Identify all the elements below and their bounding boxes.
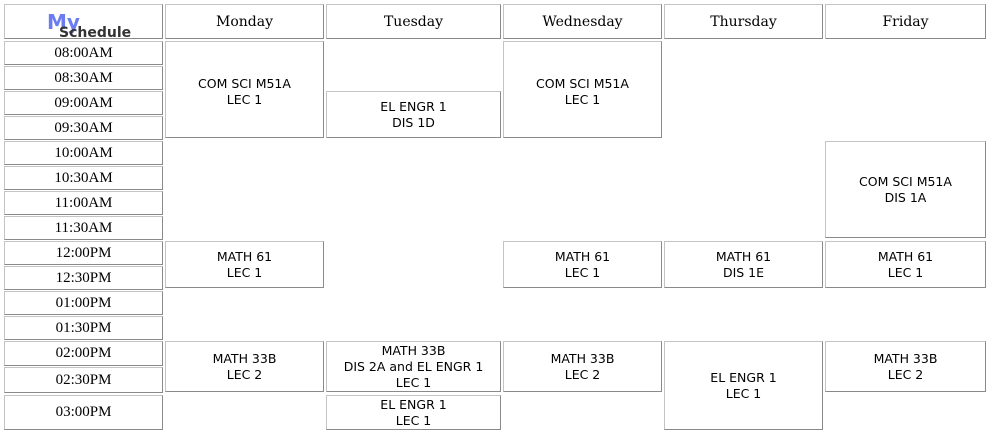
- event-title: MATH 33B: [212, 350, 277, 366]
- event-section: DIS 1A: [884, 189, 927, 205]
- event-section: DIS 1E: [722, 264, 765, 280]
- time-slot: 08:00AM: [4, 41, 163, 65]
- event-block[interactable]: [503, 341, 662, 392]
- event-title: EL ENGR 1: [380, 98, 447, 114]
- time-slot: 11:00AM: [4, 191, 163, 215]
- day-header-tuesday: Tuesday: [326, 4, 501, 39]
- event-section: LEC 1: [395, 374, 432, 390]
- event-title: COM SCI M51A: [536, 76, 629, 91]
- event-block[interactable]: [825, 341, 986, 392]
- event-block[interactable]: [326, 395, 501, 430]
- event-block[interactable]: [664, 241, 823, 288]
- event-section: LEC 1: [226, 264, 263, 280]
- time-slot: 03:00PM: [4, 395, 163, 430]
- event-block[interactable]: [326, 91, 501, 138]
- time-slot: 01:00PM: [4, 291, 163, 315]
- time-slot: 10:00AM: [4, 141, 163, 165]
- time-slot: 12:00PM: [4, 241, 163, 265]
- event-section: LEC 1: [395, 412, 432, 428]
- event-block[interactable]: [165, 241, 324, 288]
- time-slot: 08:30AM: [4, 66, 163, 90]
- logo-schedule: Schedule: [59, 25, 132, 41]
- event-section: DIS 2A and EL ENGR 1: [343, 358, 484, 374]
- event-section: LEC 1: [564, 92, 601, 107]
- event-title: MATH 61: [554, 248, 611, 264]
- event-block[interactable]: [165, 341, 324, 392]
- time-slot: 12:30PM: [4, 266, 163, 290]
- event-block[interactable]: [825, 241, 986, 288]
- event-block[interactable]: [503, 241, 662, 288]
- event-section: LEC 2: [226, 366, 263, 382]
- day-header-thursday: Thursday: [664, 4, 823, 39]
- event-title: COM SCI M51A: [859, 173, 952, 189]
- event-block[interactable]: [825, 141, 986, 238]
- time-slot: 02:30PM: [4, 367, 163, 393]
- logo-cell: [4, 4, 163, 39]
- event-block[interactable]: [326, 341, 501, 392]
- event-section: LEC 1: [725, 385, 762, 401]
- event-block[interactable]: [664, 341, 823, 430]
- event-section: LEC 2: [564, 367, 601, 382]
- event-section: LEC 1: [226, 92, 263, 107]
- event-title: MATH 33B: [873, 351, 938, 366]
- time-slot: 09:00AM: [4, 91, 163, 115]
- day-header-monday: Monday: [165, 4, 324, 39]
- event-section: LEC 2: [887, 367, 924, 382]
- event-title: MATH 61: [216, 248, 273, 264]
- event-title: MATH 33B: [550, 351, 615, 366]
- event-title: EL ENGR 1: [710, 369, 777, 385]
- event-title: MATH 61: [715, 248, 772, 264]
- event-section: DIS 1D: [392, 114, 435, 130]
- event-block[interactable]: [165, 41, 324, 138]
- time-slot: 10:30AM: [4, 166, 163, 190]
- event-title: MATH 61: [877, 248, 934, 264]
- logo-my: My: [47, 10, 80, 34]
- event-block[interactable]: [503, 41, 662, 138]
- event-title: MATH 33B: [381, 342, 446, 358]
- event-title: EL ENGR 1: [380, 396, 447, 412]
- time-slot: 02:00PM: [4, 341, 163, 366]
- event-section: LEC 1: [564, 264, 601, 280]
- day-header-friday: Friday: [825, 4, 986, 39]
- time-slot: 09:30AM: [4, 116, 163, 140]
- day-header-wednesday: Wednesday: [503, 4, 662, 39]
- event-title: COM SCI M51A: [198, 76, 291, 91]
- time-slot: 11:30AM: [4, 216, 163, 240]
- event-section: LEC 1: [887, 264, 924, 280]
- time-slot: 01:30PM: [4, 316, 163, 340]
